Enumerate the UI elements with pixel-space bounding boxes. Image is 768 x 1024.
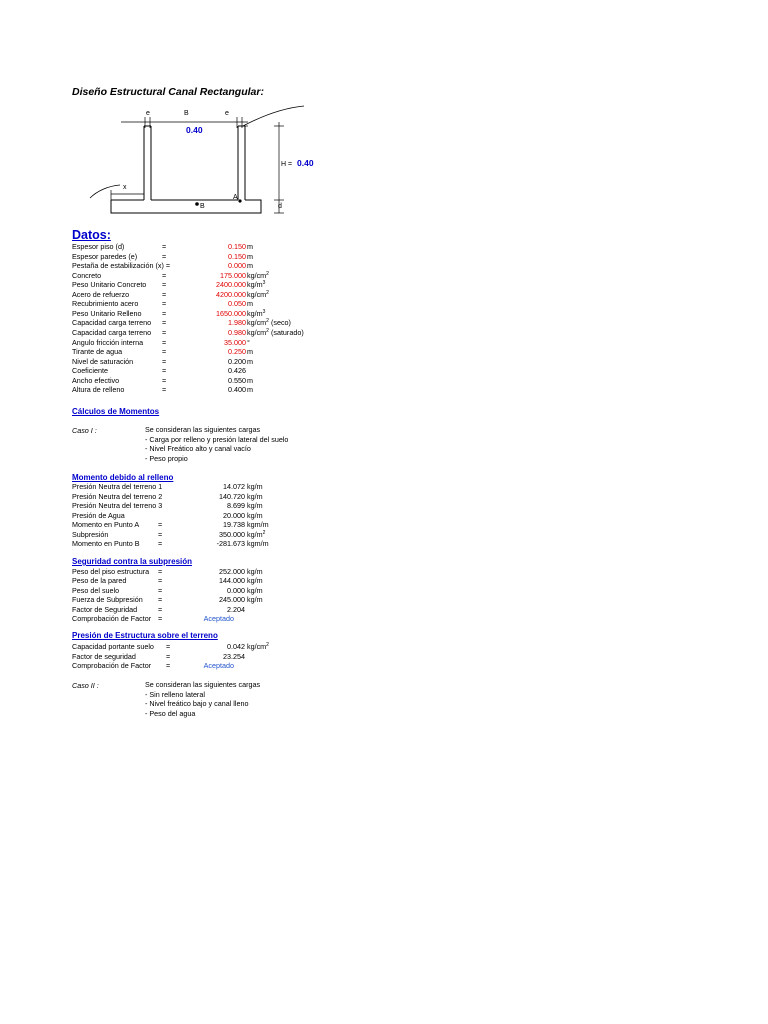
row-value: 140.720 — [219, 491, 245, 501]
row-unit — [247, 492, 263, 502]
row-unit-exponent: 2 — [266, 318, 269, 325]
row-unit-text: m — [247, 385, 253, 395]
row-value: 2.204 — [227, 604, 245, 614]
row-label: Momento en Punto B — [72, 539, 140, 549]
row-value: 8.699 — [227, 501, 245, 511]
caso1-description — [145, 425, 288, 463]
row-unit-exponent: 3 — [262, 308, 266, 315]
row-equals: = — [158, 576, 163, 586]
row-label: Ancho efectivo — [72, 375, 120, 385]
row-unit-text: kg/m — [247, 308, 263, 318]
row-value: 0.150 — [228, 251, 246, 261]
table-row — [72, 271, 372, 281]
table-row — [72, 261, 372, 271]
row-label: Factor de Seguridad — [72, 604, 138, 614]
row-value: 23.254 — [223, 651, 245, 661]
table-row — [72, 661, 372, 671]
row-value: 175.000 — [220, 270, 246, 280]
row-unit — [247, 376, 253, 386]
table-row — [72, 492, 372, 502]
row-equals: = — [162, 242, 167, 251]
caso1-label: Caso I : — [72, 426, 97, 435]
row-unit-text: m — [247, 356, 253, 366]
row-unit — [247, 385, 253, 395]
row-label: Pestaña de estabilización (x) = — [72, 261, 171, 271]
table-row — [72, 366, 372, 376]
row-unit-exponent: 2 — [266, 270, 269, 277]
row-equals: = — [158, 604, 163, 614]
row-equals: = — [162, 327, 167, 337]
row-equals: = — [162, 289, 167, 299]
row-equals: = — [158, 539, 163, 549]
table-row — [72, 309, 372, 319]
row-value: Aceptado — [203, 661, 234, 670]
row-value: 0.250 — [228, 347, 246, 357]
row-equals: = — [158, 614, 163, 623]
row-label: Capacidad carga terreno — [72, 318, 152, 328]
row-value: 0.200 — [228, 356, 246, 366]
b-point-label: B — [200, 203, 205, 210]
row-value: 0.042 — [227, 642, 245, 651]
row-unit-text: kgm/m — [247, 520, 269, 530]
row-value: 350.000 — [219, 529, 245, 539]
row-value: 0.000 — [227, 585, 245, 595]
d-label: d — [278, 203, 282, 210]
row-label: Concreto — [72, 270, 102, 280]
row-equals: = — [162, 356, 167, 366]
row-label: Acero de refuerzo — [72, 289, 130, 299]
h-label: H = — [281, 161, 293, 168]
row-value: 245.000 — [219, 595, 245, 605]
row-label: Factor de seguridad — [72, 651, 136, 661]
row-unit-text: kg/cm — [247, 270, 267, 280]
row-label: Peso del piso estructura — [72, 567, 150, 576]
row-equals: = — [158, 567, 163, 576]
row-label: Peso Unitario Relleno — [72, 308, 142, 318]
row-unit-exponent: 2 — [266, 642, 269, 648]
table-row — [72, 652, 372, 662]
row-unit-text: ° — [247, 337, 250, 347]
table-row — [72, 614, 372, 624]
table-row — [72, 520, 372, 530]
table-row — [72, 252, 372, 262]
row-unit-text: m — [247, 251, 253, 261]
table-row — [72, 328, 372, 338]
caso2-line: - Peso del agua — [145, 708, 196, 718]
row-value: 252.000 — [219, 567, 245, 576]
row-unit — [247, 338, 250, 348]
row-label: Coeficiente — [72, 366, 108, 376]
row-unit — [247, 261, 253, 271]
row-equals: = — [162, 270, 167, 280]
caso2-line: - Sin relleno lateral — [145, 689, 205, 699]
row-label: Momento en Punto A — [72, 520, 140, 530]
row-unit-exponent: 2 — [262, 529, 266, 536]
row-equals: = — [166, 651, 171, 661]
row-unit — [247, 539, 269, 549]
row-unit-text: kg/m — [247, 501, 263, 511]
row-unit — [247, 290, 269, 300]
row-equals: = — [162, 251, 167, 261]
row-note: (seco) — [270, 318, 291, 328]
row-unit-text: kg/cm — [247, 642, 267, 651]
row-unit — [247, 511, 263, 521]
row-unit — [247, 482, 263, 492]
row-unit-text: m — [247, 375, 253, 385]
row-unit-text: kg/cm — [247, 289, 267, 299]
row-label: Peso de la pared — [72, 576, 127, 586]
caso2-description — [145, 680, 260, 718]
row-unit-text: kg/m — [247, 510, 263, 520]
row-label: Comprobación de Factor — [72, 661, 152, 670]
row-unit — [247, 357, 253, 367]
row-unit — [247, 318, 291, 328]
row-unit — [247, 642, 269, 652]
row-label: Peso Unitario Concreto — [72, 280, 147, 290]
row-value: 35.000 — [224, 337, 246, 347]
table-row — [72, 385, 372, 395]
row-unit-text: kg/m — [247, 482, 263, 491]
row-equals: = — [166, 642, 171, 651]
row-label: Presión Neutra del terreno 3 — [72, 501, 163, 511]
row-label: Presión de Agua — [72, 510, 125, 520]
row-equals: = — [158, 595, 163, 605]
row-unit — [247, 347, 253, 357]
caso1-line: Se consideran las siguientes cargas — [145, 425, 261, 434]
presion-heading: Presión de Estructura sobre el terreno — [72, 631, 218, 640]
row-label: Recubrimiento acero — [72, 299, 139, 309]
row-label: Altura de relleno — [72, 385, 125, 395]
row-equals: = — [158, 529, 163, 539]
row-value: 14.072 — [223, 482, 245, 491]
row-value: 4200.000 — [216, 289, 246, 299]
row-value: 19.738 — [223, 520, 245, 530]
row-label: Capacidad carga terreno — [72, 327, 152, 337]
row-label: Espesor paredes (e) — [72, 251, 138, 261]
e-right-label: e — [225, 110, 229, 117]
row-unit — [247, 530, 265, 540]
row-value: 1650.000 — [216, 308, 246, 318]
row-label: Subpresión — [72, 529, 109, 539]
row-unit-text: kg/m — [247, 595, 263, 605]
row-equals: = — [158, 585, 163, 595]
row-value: 0.150 — [228, 242, 246, 251]
table-row — [72, 299, 372, 309]
table-row — [72, 338, 372, 348]
calculos-heading: Cálculos de Momentos — [72, 407, 160, 416]
table-row — [72, 242, 372, 252]
row-equals: = — [162, 366, 167, 376]
row-equals: = — [162, 308, 167, 318]
table-row — [72, 482, 372, 492]
row-unit — [247, 280, 265, 290]
table-row — [72, 357, 372, 367]
table-row — [72, 290, 372, 300]
caso1-line: - Nivel Freático alto y canal vacío — [145, 444, 251, 454]
row-unit — [247, 328, 304, 338]
seguridad-heading: Seguridad contra la subpresión — [72, 557, 193, 566]
row-equals: = — [162, 375, 167, 385]
caso2-label: Caso II : — [72, 681, 99, 690]
table-row — [72, 530, 372, 540]
table-row — [72, 347, 372, 357]
ground-line-left — [90, 185, 120, 198]
table-row — [72, 376, 372, 386]
row-label: Angulo fricción interna — [72, 337, 144, 347]
row-value: 1.980 — [228, 318, 246, 328]
row-label: Tirante de agua — [72, 347, 123, 357]
row-value: 0.980 — [228, 327, 246, 337]
row-unit-text: kg/m — [247, 491, 263, 501]
row-unit — [247, 271, 269, 281]
table-row — [72, 511, 372, 521]
x-label: x — [123, 184, 127, 191]
table-row — [72, 642, 372, 652]
caso1-line: - Peso propio — [145, 453, 188, 463]
row-value: -281.673 — [216, 539, 245, 549]
row-unit-text: m — [247, 299, 253, 309]
row-unit — [247, 309, 265, 319]
row-value: 20.000 — [223, 510, 245, 520]
row-equals: = — [166, 661, 171, 670]
row-equals: = — [162, 280, 167, 290]
row-label: Fuerza de Subpresión — [72, 595, 143, 605]
row-equals: = — [158, 520, 163, 530]
row-equals: = — [162, 347, 167, 357]
caso2-line: - Nivel freático bajo y canal lleno — [145, 699, 249, 709]
momento-heading: Momento debido al relleno — [72, 473, 174, 482]
b-value: 0.40 — [186, 125, 203, 135]
ground-line-right — [243, 106, 304, 126]
table-row — [72, 318, 372, 328]
a-label: A — [233, 194, 238, 201]
row-value: Aceptado — [203, 614, 234, 623]
row-unit-exponent: 2 — [266, 327, 269, 334]
row-unit-text: kg/m — [247, 567, 263, 576]
row-equals: = — [162, 385, 167, 395]
row-value: 0.550 — [228, 375, 246, 385]
row-unit — [247, 299, 253, 309]
table-row — [72, 501, 372, 511]
h-value: 0.40 — [297, 158, 314, 168]
row-label: Comprobación de Factor — [72, 614, 152, 623]
row-equals: = — [162, 299, 167, 309]
row-label: Presión Neutra del terreno 2 — [72, 491, 163, 501]
row-unit — [247, 242, 253, 252]
row-unit-text: kg/m — [247, 585, 263, 595]
row-equals: = — [162, 337, 167, 347]
row-label: Peso del suelo — [72, 585, 120, 595]
datos-heading: Datos: — [72, 228, 111, 242]
row-unit-text: m — [247, 347, 253, 357]
caso1-line: - Carga por relleno y presión lateral del suelo — [145, 434, 289, 444]
row-unit — [247, 501, 263, 511]
row-value: 144.000 — [219, 576, 245, 586]
row-unit-text: m — [247, 261, 253, 271]
row-equals: = — [162, 318, 167, 328]
row-unit — [247, 520, 269, 530]
row-label: Capacidad portante suelo — [72, 642, 154, 651]
row-value: 2400.000 — [216, 280, 246, 290]
point-b-marker — [195, 202, 199, 206]
row-value: 0.400 — [228, 385, 246, 395]
row-unit-text: kgm/m — [247, 539, 269, 549]
row-unit-text: kg/cm — [247, 327, 267, 337]
row-label: Espesor piso (d) — [72, 242, 125, 251]
table-row — [72, 539, 372, 549]
row-note: (saturado) — [270, 327, 304, 337]
row-unit-text: kg/m — [247, 280, 263, 290]
row-unit-text: kg/m — [247, 529, 263, 539]
b-span-label: B — [184, 110, 189, 117]
row-value: 0.426 — [228, 366, 246, 376]
table-row — [72, 280, 372, 290]
row-label: Presión Neutra del terreno 1 — [72, 482, 163, 491]
row-label: Nivel de saturación — [72, 356, 134, 366]
row-unit-exponent: 3 — [262, 280, 266, 287]
row-value: 0.000 — [228, 261, 246, 271]
e-left-label: e — [146, 110, 150, 117]
canal-cross-section-diagram — [0, 0, 768, 230]
caso2-line: Se consideran las siguientes cargas — [145, 680, 261, 689]
row-unit-text: m — [247, 242, 253, 251]
document-title: Diseño Estructural Canal Rectangular: — [72, 86, 264, 98]
row-unit — [247, 252, 253, 262]
row-unit-exponent: 2 — [266, 289, 269, 296]
row-value: 0.050 — [228, 299, 246, 309]
point-a-marker — [238, 199, 241, 202]
row-unit-text: kg/m — [247, 576, 263, 586]
row-unit-text: kg/cm — [247, 318, 267, 328]
